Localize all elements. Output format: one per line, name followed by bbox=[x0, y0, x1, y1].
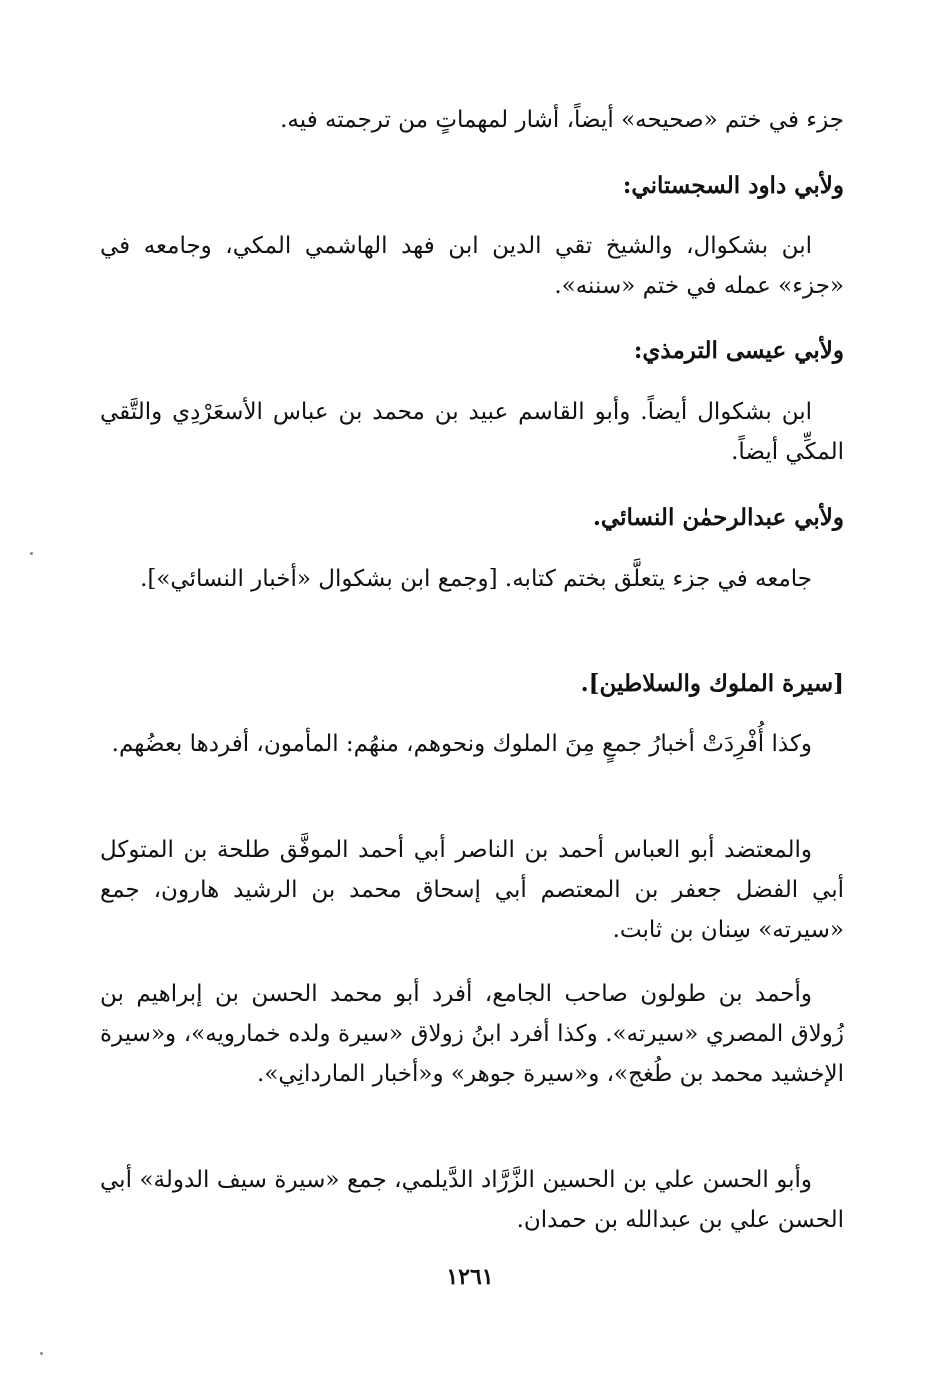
paragraph-1: جزء في ختم «صحيحه» أيضاً، أشار لمهماتٍ من ترجمته فيه. bbox=[280, 107, 844, 133]
heading-nasai: ولأبي عبدالرحمٰن النسائي. bbox=[592, 504, 844, 531]
paragraph-2: ابن بشكوال، والشيخ تقي الدين ابن فهد الهاشمي المكي، وجامعه في «جزء» عمله في ختم «سننه». bbox=[100, 233, 844, 299]
heading-abu-dawud: ولأبي داود السجستاني: bbox=[622, 172, 844, 199]
paragraph-7: وأحمد بن طولون صاحب الجامع، أفرد أبو محمد الحسن بن إبراهيم بن زُولاق المصري «سيرته». وكذا أفرد ابنُ زولاق «سيرة ولده خمارويه»، و«سيرة الإخشيد محمد بن طُغج»، و«سيرة جوهر» و«أخبار الماردانِي». bbox=[100, 981, 844, 1087]
paragraph-5: وكذا أُفْرِدَتْ أخبارُ جمعٍ مِنَ الملوك ونحوهم، منهُم: المأمون، أفردها بعضُهم. bbox=[111, 731, 812, 757]
heading-kings-biographies: [سيرة الملوك والسلاطين]. bbox=[580, 670, 844, 697]
margin-mark bbox=[40, 1352, 43, 1355]
paragraph-3: ابن بشكوال أيضاً. وأبو القاسم عبيد بن محمد بن عباس الأسعَرْدِي والتَّقي المكِّي أيضاً. bbox=[100, 399, 844, 465]
paragraph-6: والمعتضد أبو العباس أحمد بن الناصر أبي أحمد الموفَّق طلحة بن المتوكل أبي الفضل جعفر بن المعتصم أبي إسحاق محمد بن الرشيد هارون، جمع «سيرته» سِنان بن ثابت. bbox=[100, 837, 844, 943]
margin-mark bbox=[30, 552, 33, 555]
paragraph-4: جامعه في جزء يتعلَّق بختم كتابه. [وجمع ابن بشكوال «أخبار النسائي»]. bbox=[140, 566, 812, 592]
paragraph-8: وأبو الحسن علي بن الحسين الزَّرَّاد الدَّيلمي، جمع «سيرة سيف الدولة» أبي الحسن علي بن عبدالله بن حمدان. bbox=[100, 1167, 844, 1233]
heading-tirmidhi: ولأبي عيسى الترمذي: bbox=[633, 337, 844, 364]
page-number: ١٢٦١ bbox=[446, 1264, 494, 1290]
